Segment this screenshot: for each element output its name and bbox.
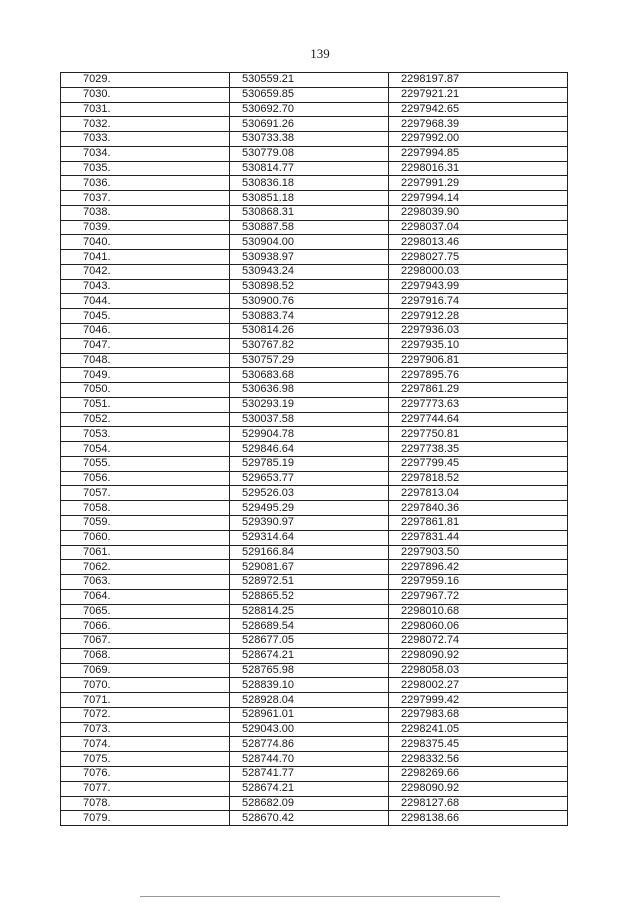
point-number-cell: 7078. <box>61 796 230 811</box>
table-row <box>61 501 568 516</box>
table-row <box>61 427 568 442</box>
x-coordinate-cell: 530691.26 <box>230 117 389 132</box>
point-number-cell: 7056. <box>61 471 230 486</box>
x-coordinate-cell: 528682.09 <box>230 796 389 811</box>
y-coordinate-cell: 2298010.68 <box>389 604 568 619</box>
point-number-cell: 7036. <box>61 176 230 191</box>
point-number-cell: 7038. <box>61 205 230 220</box>
point-number-cell: 7046. <box>61 324 230 339</box>
table-row <box>61 294 568 309</box>
table-row <box>61 176 568 191</box>
y-coordinate-cell: 2297935.10 <box>389 338 568 353</box>
y-coordinate-cell: 2298060.06 <box>389 619 568 634</box>
point-number-cell: 7074. <box>61 737 230 752</box>
x-coordinate-cell: 529653.77 <box>230 471 389 486</box>
table-row <box>61 811 568 826</box>
point-number-cell: 7044. <box>61 294 230 309</box>
y-coordinate-cell: 2297799.45 <box>389 456 568 471</box>
y-coordinate-cell: 2298039.90 <box>389 205 568 220</box>
y-coordinate-cell: 2298127.68 <box>389 796 568 811</box>
y-coordinate-cell: 2297896.42 <box>389 560 568 575</box>
table-row <box>61 132 568 147</box>
x-coordinate-cell: 528865.52 <box>230 589 389 604</box>
x-coordinate-cell: 530943.24 <box>230 264 389 279</box>
x-coordinate-cell: 528928.04 <box>230 693 389 708</box>
x-coordinate-cell: 530900.76 <box>230 294 389 309</box>
table-row <box>61 722 568 737</box>
table-row <box>61 471 568 486</box>
x-coordinate-cell: 530814.26 <box>230 324 389 339</box>
x-coordinate-cell: 530559.21 <box>230 73 389 88</box>
x-coordinate-cell: 528839.10 <box>230 678 389 693</box>
x-coordinate-cell: 528674.21 <box>230 781 389 796</box>
y-coordinate-cell: 2297967.72 <box>389 589 568 604</box>
table-row <box>61 161 568 176</box>
table-row <box>61 279 568 294</box>
x-coordinate-cell: 530883.74 <box>230 309 389 324</box>
table-row <box>61 338 568 353</box>
y-coordinate-cell: 2298027.75 <box>389 250 568 265</box>
y-coordinate-cell: 2297906.81 <box>389 353 568 368</box>
point-number-cell: 7069. <box>61 663 230 678</box>
point-number-cell: 7049. <box>61 368 230 383</box>
page-number: 139 <box>310 46 330 61</box>
table-row <box>61 397 568 412</box>
point-number-cell: 7059. <box>61 515 230 530</box>
point-number-cell: 7077. <box>61 781 230 796</box>
point-number-cell: 7040. <box>61 235 230 250</box>
x-coordinate-cell: 530733.38 <box>230 132 389 147</box>
point-number-cell: 7032. <box>61 117 230 132</box>
x-coordinate-cell: 530904.00 <box>230 235 389 250</box>
point-number-cell: 7052. <box>61 412 230 427</box>
y-coordinate-cell: 2297861.29 <box>389 383 568 398</box>
y-coordinate-cell: 2298269.66 <box>389 766 568 781</box>
table-row <box>61 752 568 767</box>
y-coordinate-cell: 2297840.36 <box>389 501 568 516</box>
x-coordinate-cell: 530868.31 <box>230 205 389 220</box>
y-coordinate-cell: 2297912.28 <box>389 309 568 324</box>
x-coordinate-cell: 530814.77 <box>230 161 389 176</box>
table-row <box>61 604 568 619</box>
point-number-cell: 7063. <box>61 575 230 590</box>
point-number-cell: 7033. <box>61 132 230 147</box>
y-coordinate-cell: 2297813.04 <box>389 486 568 501</box>
x-coordinate-cell: 528689.54 <box>230 619 389 634</box>
y-coordinate-cell: 2298375.45 <box>389 737 568 752</box>
point-number-cell: 7050. <box>61 383 230 398</box>
point-number-cell: 7055. <box>61 456 230 471</box>
y-coordinate-cell: 2298090.92 <box>389 648 568 663</box>
table-row <box>61 250 568 265</box>
table-row <box>61 693 568 708</box>
point-number-cell: 7075. <box>61 752 230 767</box>
point-number-cell: 7072. <box>61 707 230 722</box>
point-number-cell: 7057. <box>61 486 230 501</box>
x-coordinate-cell: 530692.70 <box>230 102 389 117</box>
point-number-cell: 7053. <box>61 427 230 442</box>
x-coordinate-cell: 530779.08 <box>230 146 389 161</box>
y-coordinate-cell: 2297750.81 <box>389 427 568 442</box>
point-number-cell: 7043. <box>61 279 230 294</box>
table-row <box>61 515 568 530</box>
table-row <box>61 324 568 339</box>
point-number-cell: 7029. <box>61 73 230 88</box>
x-coordinate-cell: 528814.25 <box>230 604 389 619</box>
table-row <box>61 87 568 102</box>
x-coordinate-cell: 528744.70 <box>230 752 389 767</box>
point-number-cell: 7058. <box>61 501 230 516</box>
x-coordinate-cell: 529390.97 <box>230 515 389 530</box>
y-coordinate-cell: 2297818.52 <box>389 471 568 486</box>
table-row <box>61 545 568 560</box>
y-coordinate-cell: 2298002.27 <box>389 678 568 693</box>
y-coordinate-cell: 2297994.14 <box>389 191 568 206</box>
point-number-cell: 7060. <box>61 530 230 545</box>
x-coordinate-cell: 529785.19 <box>230 456 389 471</box>
y-coordinate-cell: 2297959.16 <box>389 575 568 590</box>
table-row <box>61 486 568 501</box>
table-row <box>61 205 568 220</box>
x-coordinate-cell: 529314.64 <box>230 530 389 545</box>
point-number-cell: 7047. <box>61 338 230 353</box>
table-row <box>61 648 568 663</box>
x-coordinate-cell: 528674.21 <box>230 648 389 663</box>
table-row <box>61 575 568 590</box>
table-row <box>61 117 568 132</box>
x-coordinate-cell: 530037.58 <box>230 412 389 427</box>
point-number-cell: 7065. <box>61 604 230 619</box>
coordinates-table-body <box>61 73 568 826</box>
y-coordinate-cell: 2297943.99 <box>389 279 568 294</box>
y-coordinate-cell: 2298090.92 <box>389 781 568 796</box>
table-row <box>61 456 568 471</box>
y-coordinate-cell: 2298072.74 <box>389 634 568 649</box>
y-coordinate-cell: 2298016.31 <box>389 161 568 176</box>
point-number-cell: 7054. <box>61 442 230 457</box>
table-row <box>61 766 568 781</box>
y-coordinate-cell: 2297831.44 <box>389 530 568 545</box>
point-number-cell: 7068. <box>61 648 230 663</box>
x-coordinate-cell: 528670.42 <box>230 811 389 826</box>
y-coordinate-cell: 2298058.03 <box>389 663 568 678</box>
y-coordinate-cell: 2298000.03 <box>389 264 568 279</box>
point-number-cell: 7051. <box>61 397 230 412</box>
table-row <box>61 264 568 279</box>
table-row <box>61 530 568 545</box>
y-coordinate-cell: 2297861.81 <box>389 515 568 530</box>
table-row <box>61 220 568 235</box>
x-coordinate-cell: 529495.29 <box>230 501 389 516</box>
x-coordinate-cell: 528972.51 <box>230 575 389 590</box>
coordinates-table <box>60 72 568 826</box>
footer-divider <box>140 896 500 897</box>
point-number-cell: 7067. <box>61 634 230 649</box>
x-coordinate-cell: 528774.86 <box>230 737 389 752</box>
y-coordinate-cell: 2297991.29 <box>389 176 568 191</box>
y-coordinate-cell: 2298197.87 <box>389 73 568 88</box>
point-number-cell: 7039. <box>61 220 230 235</box>
y-coordinate-cell: 2298013.46 <box>389 235 568 250</box>
table-row <box>61 309 568 324</box>
point-number-cell: 7031. <box>61 102 230 117</box>
y-coordinate-cell: 2297936.03 <box>389 324 568 339</box>
y-coordinate-cell: 2297942.65 <box>389 102 568 117</box>
point-number-cell: 7071. <box>61 693 230 708</box>
table-row <box>61 678 568 693</box>
point-number-cell: 7045. <box>61 309 230 324</box>
table-row <box>61 368 568 383</box>
y-coordinate-cell: 2297895.76 <box>389 368 568 383</box>
x-coordinate-cell: 529043.00 <box>230 722 389 737</box>
x-coordinate-cell: 530851.18 <box>230 191 389 206</box>
table-row <box>61 235 568 250</box>
x-coordinate-cell: 528765.98 <box>230 663 389 678</box>
x-coordinate-cell: 530938.97 <box>230 250 389 265</box>
point-number-cell: 7076. <box>61 766 230 781</box>
table-row <box>61 146 568 161</box>
x-coordinate-cell: 530659.85 <box>230 87 389 102</box>
y-coordinate-cell: 2297773.63 <box>389 397 568 412</box>
point-number-cell: 7035. <box>61 161 230 176</box>
table-row <box>61 634 568 649</box>
point-number-cell: 7070. <box>61 678 230 693</box>
point-number-cell: 7041. <box>61 250 230 265</box>
point-number-cell: 7061. <box>61 545 230 560</box>
table-row <box>61 737 568 752</box>
table-row <box>61 383 568 398</box>
point-number-cell: 7073. <box>61 722 230 737</box>
x-coordinate-cell: 530887.58 <box>230 220 389 235</box>
y-coordinate-cell: 2297999.42 <box>389 693 568 708</box>
y-coordinate-cell: 2297744.64 <box>389 412 568 427</box>
x-coordinate-cell: 530293.19 <box>230 397 389 412</box>
x-coordinate-cell: 530767.82 <box>230 338 389 353</box>
y-coordinate-cell: 2298037.04 <box>389 220 568 235</box>
y-coordinate-cell: 2297916.74 <box>389 294 568 309</box>
y-coordinate-cell: 2298241.05 <box>389 722 568 737</box>
point-number-cell: 7030. <box>61 87 230 102</box>
x-coordinate-cell: 530757.29 <box>230 353 389 368</box>
y-coordinate-cell: 2297921.21 <box>389 87 568 102</box>
x-coordinate-cell: 529526.03 <box>230 486 389 501</box>
x-coordinate-cell: 528741.77 <box>230 766 389 781</box>
x-coordinate-cell: 530836.18 <box>230 176 389 191</box>
x-coordinate-cell: 528677.05 <box>230 634 389 649</box>
table-row <box>61 73 568 88</box>
table-row <box>61 191 568 206</box>
table-row <box>61 781 568 796</box>
point-number-cell: 7034. <box>61 146 230 161</box>
table-row <box>61 412 568 427</box>
x-coordinate-cell: 530898.52 <box>230 279 389 294</box>
table-row <box>61 560 568 575</box>
point-number-cell: 7048. <box>61 353 230 368</box>
point-number-cell: 7062. <box>61 560 230 575</box>
point-number-cell: 7064. <box>61 589 230 604</box>
table-row <box>61 442 568 457</box>
table-row <box>61 589 568 604</box>
table-row <box>61 102 568 117</box>
point-number-cell: 7079. <box>61 811 230 826</box>
table-row <box>61 619 568 634</box>
x-coordinate-cell: 530683.68 <box>230 368 389 383</box>
y-coordinate-cell: 2297738.35 <box>389 442 568 457</box>
y-coordinate-cell: 2298138.66 <box>389 811 568 826</box>
x-coordinate-cell: 528961.01 <box>230 707 389 722</box>
point-number-cell: 7037. <box>61 191 230 206</box>
point-number-cell: 7042. <box>61 264 230 279</box>
x-coordinate-cell: 529904.78 <box>230 427 389 442</box>
x-coordinate-cell: 530636.98 <box>230 383 389 398</box>
y-coordinate-cell: 2298332.56 <box>389 752 568 767</box>
x-coordinate-cell: 529166.84 <box>230 545 389 560</box>
table-row <box>61 707 568 722</box>
x-coordinate-cell: 529081.67 <box>230 560 389 575</box>
y-coordinate-cell: 2297903.50 <box>389 545 568 560</box>
y-coordinate-cell: 2297983.68 <box>389 707 568 722</box>
table-row <box>61 796 568 811</box>
y-coordinate-cell: 2297994.85 <box>389 146 568 161</box>
table-row <box>61 663 568 678</box>
y-coordinate-cell: 2297992.00 <box>389 132 568 147</box>
x-coordinate-cell: 529846.64 <box>230 442 389 457</box>
point-number-cell: 7066. <box>61 619 230 634</box>
y-coordinate-cell: 2297968.39 <box>389 117 568 132</box>
table-row <box>61 353 568 368</box>
